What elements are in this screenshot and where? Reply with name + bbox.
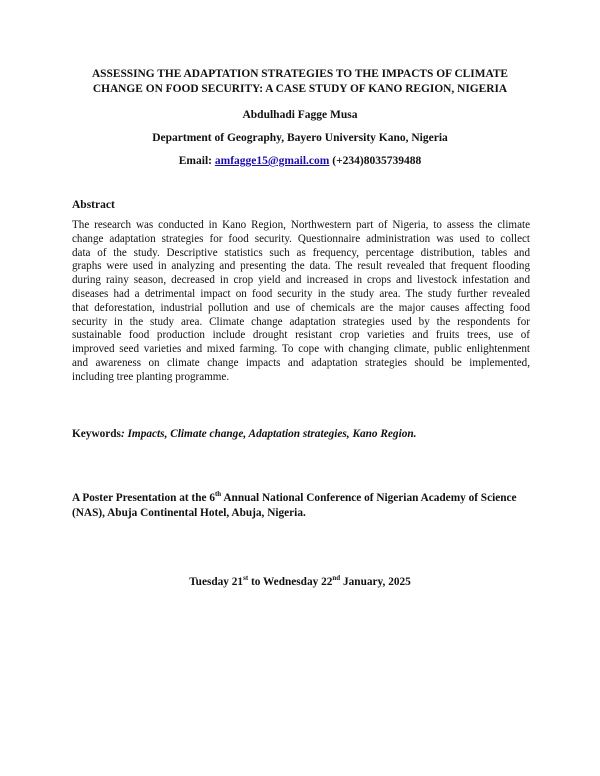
contact-line xyxy=(72,154,528,168)
keywords-label: Keywords xyxy=(72,428,121,440)
date-start: Tuesday 21 xyxy=(189,576,244,588)
abstract-line: graphs were used in analyzing and presenting the data. The result revealed that frequent flooding xyxy=(72,260,530,273)
ordinal-suffix: th xyxy=(214,490,222,499)
title-line-2: CHANGE ON FOOD SECURITY: A CASE STUDY OF KANO REGION, NIGERIA xyxy=(92,83,508,95)
author-affiliation: Department of Geography, Bayero University Kano, Nigeria xyxy=(152,132,448,144)
abstract-line: diseases had a detrimental impact on food security in the study area. The study further revealed xyxy=(72,287,530,300)
keywords xyxy=(72,427,530,441)
author-name: Abdulhadi Fagge Musa xyxy=(242,109,358,121)
abstract-line: improved seed varieties and mixed farming. To cope with changing climate, public enlightenment xyxy=(72,343,530,356)
ordinal-suffix: st xyxy=(243,574,249,583)
poster-line-1-text: A Poster Presentation at the 6 xyxy=(72,492,215,504)
abstract-line: data of the study. Descriptive statistics such as frequency, percentage distribution, tables and xyxy=(72,246,530,259)
date-end: January, 2025 xyxy=(340,576,411,588)
conference-dates xyxy=(72,575,528,589)
abstract-line: that deforestation, industrial pollution and use of chemicals are the major causes affecting food xyxy=(72,301,530,314)
title-line-1: ASSESSING THE ADAPTATION STRATEGIES TO THE IMPACTS OF CLIMATE xyxy=(91,68,509,80)
abstract-line: The research was conducted in Kano Region, Northwestern part of Nigeria, to assess the climate xyxy=(72,219,530,231)
keywords-text: : Impacts, Climate change, Adaptation strategies, Kano Region. xyxy=(120,428,417,440)
abstract-body xyxy=(72,219,530,385)
poster-line-1-rest: Annual National Conference of Nigerian Academy of Science xyxy=(221,492,517,504)
abstract-line: and awareness on climate change impacts and adaptation strategies should be implemented, xyxy=(72,356,530,369)
poster-note xyxy=(72,491,530,521)
poster-line-2: (NAS), Abuja Continental Hotel, Abuja, Nigeria. xyxy=(72,507,306,519)
abstract-line: change adaptation strategies for food security. Questionnaire administration was used to collect xyxy=(72,232,530,245)
phone-number: (+234)8035739488 xyxy=(332,155,422,167)
abstract-line: sustainable food production include drought resistant crop varieties and fruits trees, use of xyxy=(72,329,530,342)
paper-title xyxy=(72,67,528,97)
poster-line-1 xyxy=(72,491,530,506)
abstract-line: security in the study area. Climate change adaptation strategies used by the respondents for xyxy=(72,315,530,328)
abstract-heading: Abstract xyxy=(72,199,115,211)
ordinal-suffix: nd xyxy=(332,574,341,583)
date-middle: to Wednesday 22 xyxy=(248,576,333,588)
abstract-line: including tree planting programme. xyxy=(72,370,230,383)
abstract-line: during rainy season, decreased in crop yield and increased in crops and livestock infestation and xyxy=(72,274,530,287)
email-link[interactable]: amfagge15@gmail.com xyxy=(214,155,330,167)
email-label: Email: xyxy=(178,155,212,167)
